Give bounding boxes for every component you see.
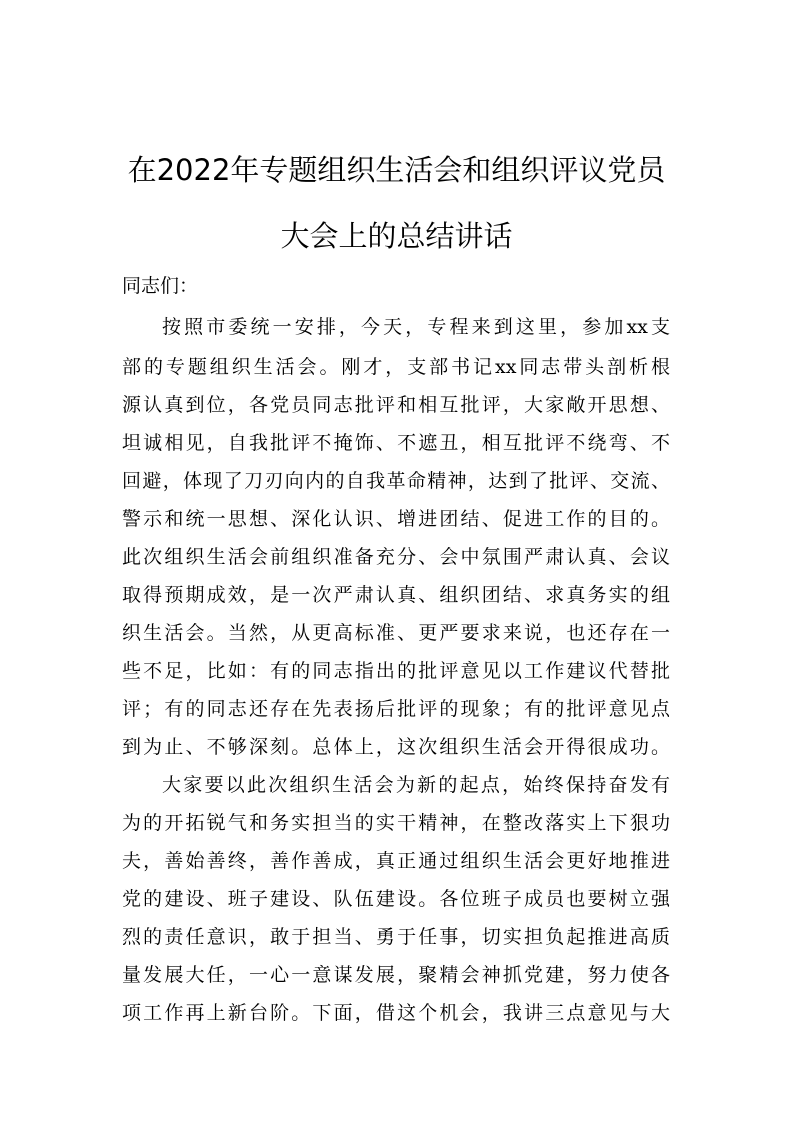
paragraph-line: 为的开拓锐气和务实担当的实干精神，在整改落实上下狠功: [122, 812, 670, 834]
paragraph-line: 此次组织生活会前组织准备充分、会中氛围严肃认真、会议: [122, 546, 670, 568]
paragraph-line: 按照市委统一安排，今天，专程来到这里，参加xx支: [162, 316, 670, 338]
paragraph-line: 部的专题组织生活会。刚才，支部书记xx同志带头剖析根: [122, 356, 670, 378]
paragraph-line: 到为止、不够深刻。总体上，这次组织生活会开得很成功。: [122, 736, 670, 758]
document-title-line-1: 在2022年专题组织生活会和组织评议党员: [127, 153, 666, 187]
paragraph-line: 夫，善始善终，善作善成，真正通过组织生活会更好地推进: [122, 850, 670, 872]
paragraph-line: 源认真到位，各党员同志批评和相互批评，大家敞开思想、: [122, 394, 670, 416]
paragraph-line: 项工作再上新台阶。下面，借这个机会，我讲三点意见与大: [122, 1002, 670, 1024]
paragraph-line: 坦诚相见，自我批评不掩饰、不遮丑，相互批评不绕弯、不: [122, 432, 670, 454]
paragraph-line: 警示和统一思想、深化认识、增进团结、促进工作的目的。: [122, 508, 670, 530]
paragraph-line: 大家要以此次组织生活会为新的起点，始终保持奋发有: [162, 774, 670, 796]
paragraph-line: 烈的责任意识，敢于担当、勇于任事，切实担负起推进高质: [122, 926, 670, 948]
paragraph-line: 党的建设、班子建设、队伍建设。各位班子成员也要树立强: [122, 888, 670, 910]
paragraph-line: 评；有的同志还存在先表扬后批评的现象；有的批评意见点: [122, 698, 670, 720]
paragraph-line: 取得预期成效，是一次严肃认真、组织团结、求真务实的组: [122, 584, 670, 606]
paragraph-line: 量发展大任，一心一意谋发展，聚精会神抓党建，努力使各: [122, 964, 670, 986]
paragraph-line: 些不足，比如：有的同志指出的批评意见以工作建议代替批: [122, 660, 670, 682]
paragraph-line: 回避，体现了刀刃向内的自我革命精神，达到了批评、交流、: [122, 470, 670, 492]
document-title-line-2: 大会上的总结讲话: [280, 219, 513, 253]
paragraph-line: 织生活会。当然，从更高标准、更严要求来说，也还存在一: [122, 622, 670, 644]
salutation: 同志们：: [122, 275, 199, 297]
